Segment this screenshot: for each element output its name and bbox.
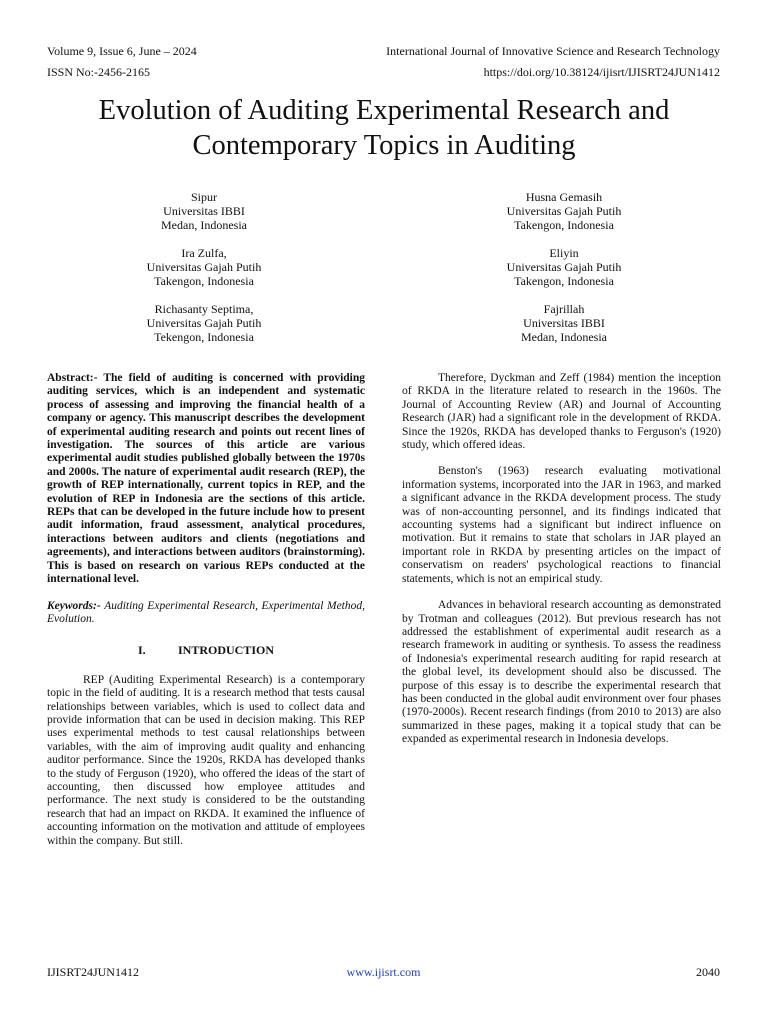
volume-info: Volume 9, Issue 6, June – 2024: [47, 44, 197, 58]
footer-article-code: IJISRT24JUN1412: [47, 965, 139, 979]
author-affiliation: Universitas Gajah Putih: [506, 204, 622, 218]
keywords: [47, 600, 365, 627]
body-paragraph-3: Advances in behavioral research accounting as demonstrated by Trotman and colleagues (2012). But previous research has not addressed the establishment of experimental audit research as a research framework in auditing or synthesis. To assess the readiness of Indonesia's experimental research auditing for rapid research at the global level, its development should also be discussed. The purpose of this essay is to describe the experimental research that has been conducted in the global audit environment over four phases (1970-2000s). Recent research findings (from 2010 to 2013) are also summarized in these pages, making it a topical study that can be expanded as experimental research in Indonesia develops.: [402, 599, 721, 746]
author-name: Richasanty Septima,: [154, 302, 254, 316]
author-name: Sipur: [190, 190, 217, 204]
author-ira-zulfa: [54, 246, 354, 288]
left-column: [47, 372, 365, 861]
issn: ISSN No:-2456-2165: [47, 65, 151, 79]
section-title: INTRODUCTION: [177, 643, 274, 658]
author-affiliation: Universitas Gajah Putih: [506, 260, 622, 274]
author-name: Fajrillah: [543, 302, 585, 316]
doi-link[interactable]: https://doi.org/10.38124/ijisrt/IJISRT24JUN1412: [483, 65, 720, 79]
author-location: Takengon, Indonesia: [514, 218, 614, 232]
author-eliyin: [414, 246, 714, 288]
author-affiliation: Universitas IBBI: [163, 204, 245, 218]
right-column: [402, 372, 721, 760]
title-line-2: Contemporary Topics in Auditing: [192, 130, 576, 161]
keywords-label: Keywords:-: [47, 599, 101, 612]
section-number: I.: [137, 643, 146, 658]
page-number: 2040: [696, 965, 720, 979]
author-name: Husna Gemasih: [525, 190, 603, 204]
running-header-bottom: [47, 65, 720, 79]
author-richasanty-septima: [54, 302, 354, 344]
body-paragraph-1: Therefore, Dyckman and Zeff (1984) mention the inception of RKDA in the literature related to research in the 1960s. The Journal of Accounting Review (AR) and Journal of Accounting Research (JAR) had a significant role in the development of RKDA. Since the 1920s, RKDA has developed thanks to Ferguson's (1920) study, which offered ideas.: [402, 372, 721, 452]
keywords-text: Auditing Experimental Research, Experimental Method, Evolution.: [47, 599, 365, 625]
body-paragraph-2: Benston's (1963) research evaluating motivational information systems, incorporated into the JAR in 1963, and marked a significant advance in the RKDA development process. The study was of non-accounting personnel, and its findings indicated that accounting systems had a significant but indirect influence on motivation. But it remains to state that scholars in JAR played an important role in RKDA by presenting articles on the impact of conservatism on readers' psychological reactions to financial statements, which is not an empirical study.: [402, 465, 721, 585]
author-affiliation: Universitas Gajah Putih: [146, 260, 262, 274]
author-location: Takengon, Indonesia: [154, 274, 254, 288]
running-header-top: [47, 44, 720, 58]
author-affiliation: Universitas Gajah Putih: [146, 316, 262, 330]
section-heading-introduction: [47, 644, 365, 657]
author-name: Ira Zulfa,: [181, 246, 227, 260]
author-affiliation: Universitas IBBI: [523, 316, 605, 330]
author-sipur: [54, 190, 354, 232]
author-location: Medan, Indonesia: [161, 218, 247, 232]
abstract: Abstract:- The field of auditing is concerned with providing auditing services, which is an independent and systematic process of assessing and improving the financial health of a company or agency. This manuscript describes the development of experimental auditing research and points out recent lines of investigation. The sources of this article are various experimental audit studies published globally between the 1970s and 2000s. The nature of experimental audit research (REP), the growth of REP internationally, current topics in REP, and the evolution of REP in Indonesia are the sections of this article. REPs that can be developed in the future include how to present audit information, fraud assessment, analytical procedures, interactions between auditors and clients (negotiations and agreements), and interactions between auditors (brainstorming). This is based on research on various REPs conducted at the international level.: [47, 372, 365, 586]
author-location: Medan, Indonesia: [521, 330, 607, 344]
paper-title: [0, 93, 768, 163]
intro-paragraph: REP (Auditing Experimental Research) is a contemporary topic in the field of auditing. It is a research method that tests causal relationships between variables, which is used to collect data and provide information that can be used in decision making. This REP uses experimental methods to test causal relationships between variables, with the aim of improving audit quality and enhancing auditor performance. Since the 1920s, RKDA has developed thanks to the study of Ferguson (1920), who offered the ideas of the start of accounting, then discussed how employee attitudes and performance. The next study is considered to be the outstanding research that had an impact on RKDA. It examined the influence of accounting information on the motivation and attitude of employees within the company. But still.: [47, 673, 365, 847]
journal-name: International Journal of Innovative Science and Research Technology: [386, 44, 720, 58]
author-fajrillah: [414, 302, 714, 344]
author-location: Takengon, Indonesia: [514, 274, 614, 288]
footer-site-link[interactable]: www.ijisrt.com: [346, 965, 421, 979]
author-location: Tekengon, Indonesia: [154, 330, 254, 344]
title-line-1: Evolution of Auditing Experimental Research and: [98, 95, 670, 126]
author-husna-gemasih: [414, 190, 714, 232]
author-name: Eliyin: [549, 246, 579, 260]
